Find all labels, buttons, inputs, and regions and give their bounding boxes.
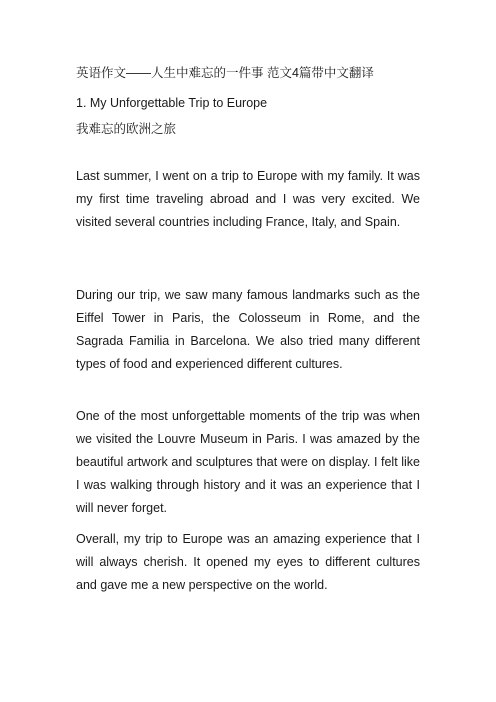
paragraph-3: One of the most unforgettable moments of the trip was when we visited the Louvre Museum in Paris. I was amazed by the beautiful artwork and sculptures that were on display. I felt like I was walking through history and it was an experience that I will never forget. bbox=[76, 409, 420, 515]
essay-subheading: 我难忘的欧洲之旅 bbox=[76, 122, 177, 136]
paragraph-1: Last summer, I went on a trip to Europe with my family. It was my first time traveling abroad and I was very excited. We visited several countries including France, Italy, and Spain. bbox=[76, 169, 420, 229]
document-title: 英语作文——人生中难忘的一件事 范文4篇带中文翻译 bbox=[76, 66, 374, 80]
essay-heading: 1. My Unforgettable Trip to Europe bbox=[76, 96, 268, 110]
paragraph-2: During our trip, we saw many famous landmarks such as the Eiffel Tower in Paris, the Colosseum in Rome, and the Sagrada Familia in Barcelona. We also tried many different types of food and experienced different cultures. bbox=[76, 288, 420, 371]
paragraph-4: Overall, my trip to Europe was an amazing experience that I will always cherish. It opened my eyes to different cultures and gave me a new perspective on the world. bbox=[76, 532, 420, 592]
